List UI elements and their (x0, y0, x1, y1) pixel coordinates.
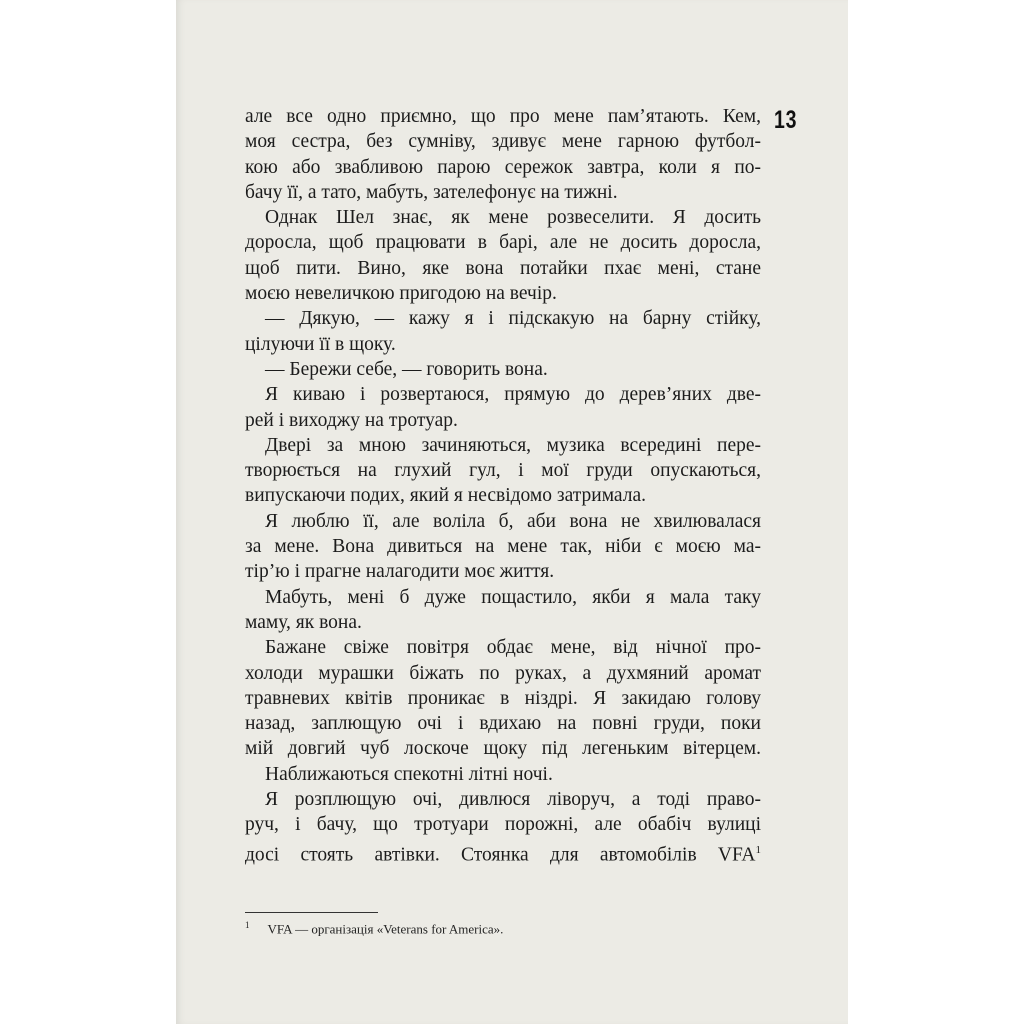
text-line-content: Наближаються спекотні літні ночі. (265, 763, 553, 785)
text-line-content: досі стоять автівки. Стоянка для автомобілів VFA (245, 844, 756, 866)
text-line-content: мій довгий чуб лоскоче щоку під легеньким вітерцем. (245, 738, 761, 760)
footnote-mark: 1 (245, 920, 250, 930)
text-line (245, 230, 761, 255)
text-line (245, 509, 761, 534)
text-line (245, 635, 761, 660)
text-line-content: але все одно приємно, що про мене пам’ятають. Кем, (245, 106, 761, 127)
text-line (245, 306, 761, 331)
footnote-reference: 1 (755, 843, 761, 856)
text-line (245, 711, 761, 736)
text-line-content: Мабуть, мені б дуже пощастило, якби я мала таку (265, 586, 761, 608)
book-page (176, 0, 848, 1024)
footnote (245, 920, 503, 937)
text-line (245, 408, 761, 433)
text-line-content: випускаючи подих, який я несвідомо затримала. (245, 485, 646, 507)
text-line-content: Я киваю і розвертаюся, прямую до дерев’яних две- (265, 384, 761, 406)
text-line-content: рей і виходжу на тротуар. (245, 409, 458, 431)
text-line (245, 357, 761, 382)
text-line (245, 787, 761, 812)
footnote-text: VFA — організація «Veterans for America». (267, 921, 504, 937)
footnote-divider (245, 912, 378, 913)
text-line-content: холоди мурашки біжать по руках, а духмяний аромат (245, 662, 761, 684)
text-line-content: Бажане свіже повітря обдає мене, від нічної про- (265, 637, 761, 659)
text-line (245, 736, 761, 761)
text-line (245, 382, 761, 407)
text-line-content: тір’ю і прагне налагодити моє життя. (245, 561, 555, 583)
text-line (245, 458, 761, 483)
text-line (245, 812, 761, 837)
text-line (245, 332, 761, 357)
text-line-content: травневих квітів проникає в ніздрі. Я закидаю голову (245, 687, 761, 709)
text-line (245, 610, 761, 635)
page-number: 13 (774, 106, 798, 134)
text-line-content: назад, заплющую очі і вдихаю на повні груди, поки (245, 713, 761, 735)
text-line (245, 104, 761, 129)
text-line (245, 838, 761, 866)
text-line-content: щоб пити. Вино, яке вона потайки пхає мені, стане (245, 257, 761, 279)
text-line-content: за мене. Вона дивиться на мене так, ніби є моєю ма- (245, 536, 761, 558)
text-line-content: цілуючи її в щоку. (245, 333, 396, 355)
body-text (245, 104, 761, 866)
text-line (245, 534, 761, 559)
text-line (245, 661, 761, 686)
text-line (245, 155, 761, 180)
text-line (245, 686, 761, 711)
text-line-content: Я розплющую очі, дивлюся ліворуч, а тоді право- (265, 789, 761, 811)
text-line-content: Однак Шел знає, як мене розвеселити. Я досить (265, 207, 761, 229)
text-line (245, 129, 761, 154)
text-line (245, 483, 761, 508)
text-line-content: руч, і бачу, що тротуари порожні, але обабіч вулиці (245, 814, 761, 836)
text-line-content: моя сестра, без сумніву, здивує мене гарною футбол- (245, 131, 761, 153)
text-line (245, 180, 761, 205)
text-line (245, 762, 761, 787)
text-line-content: — Дякую, — кажу я і підскакую на барну стійку, (265, 308, 761, 330)
text-line (245, 585, 761, 610)
text-line (245, 205, 761, 230)
text-line-content: творюється на глухий гул, і мої груди опускаються, (245, 460, 761, 482)
text-line-content: Я люблю її, але воліла б, аби вона не хвилювалася (265, 510, 761, 532)
text-line-content: — Бережи себе, — говорить вона. (265, 358, 548, 380)
text-line (245, 256, 761, 281)
text-line-content: кою або звабливою парою сережок завтра, коли я по- (245, 156, 761, 178)
text-line-content: моєю невеличкою пригодою на вечір. (245, 283, 557, 305)
text-line (245, 559, 761, 584)
text-line-content: доросла, щоб працювати в барі, але не досить доросла, (245, 232, 761, 254)
text-line-content: Двері за мною зачиняються, музика всередині пере- (265, 434, 761, 456)
text-line-content: маму, як вона. (245, 611, 362, 633)
text-line (245, 281, 761, 306)
text-line-content: бачу її, а тато, мабуть, зателефонує на тижні. (245, 181, 618, 203)
text-line (245, 433, 761, 458)
